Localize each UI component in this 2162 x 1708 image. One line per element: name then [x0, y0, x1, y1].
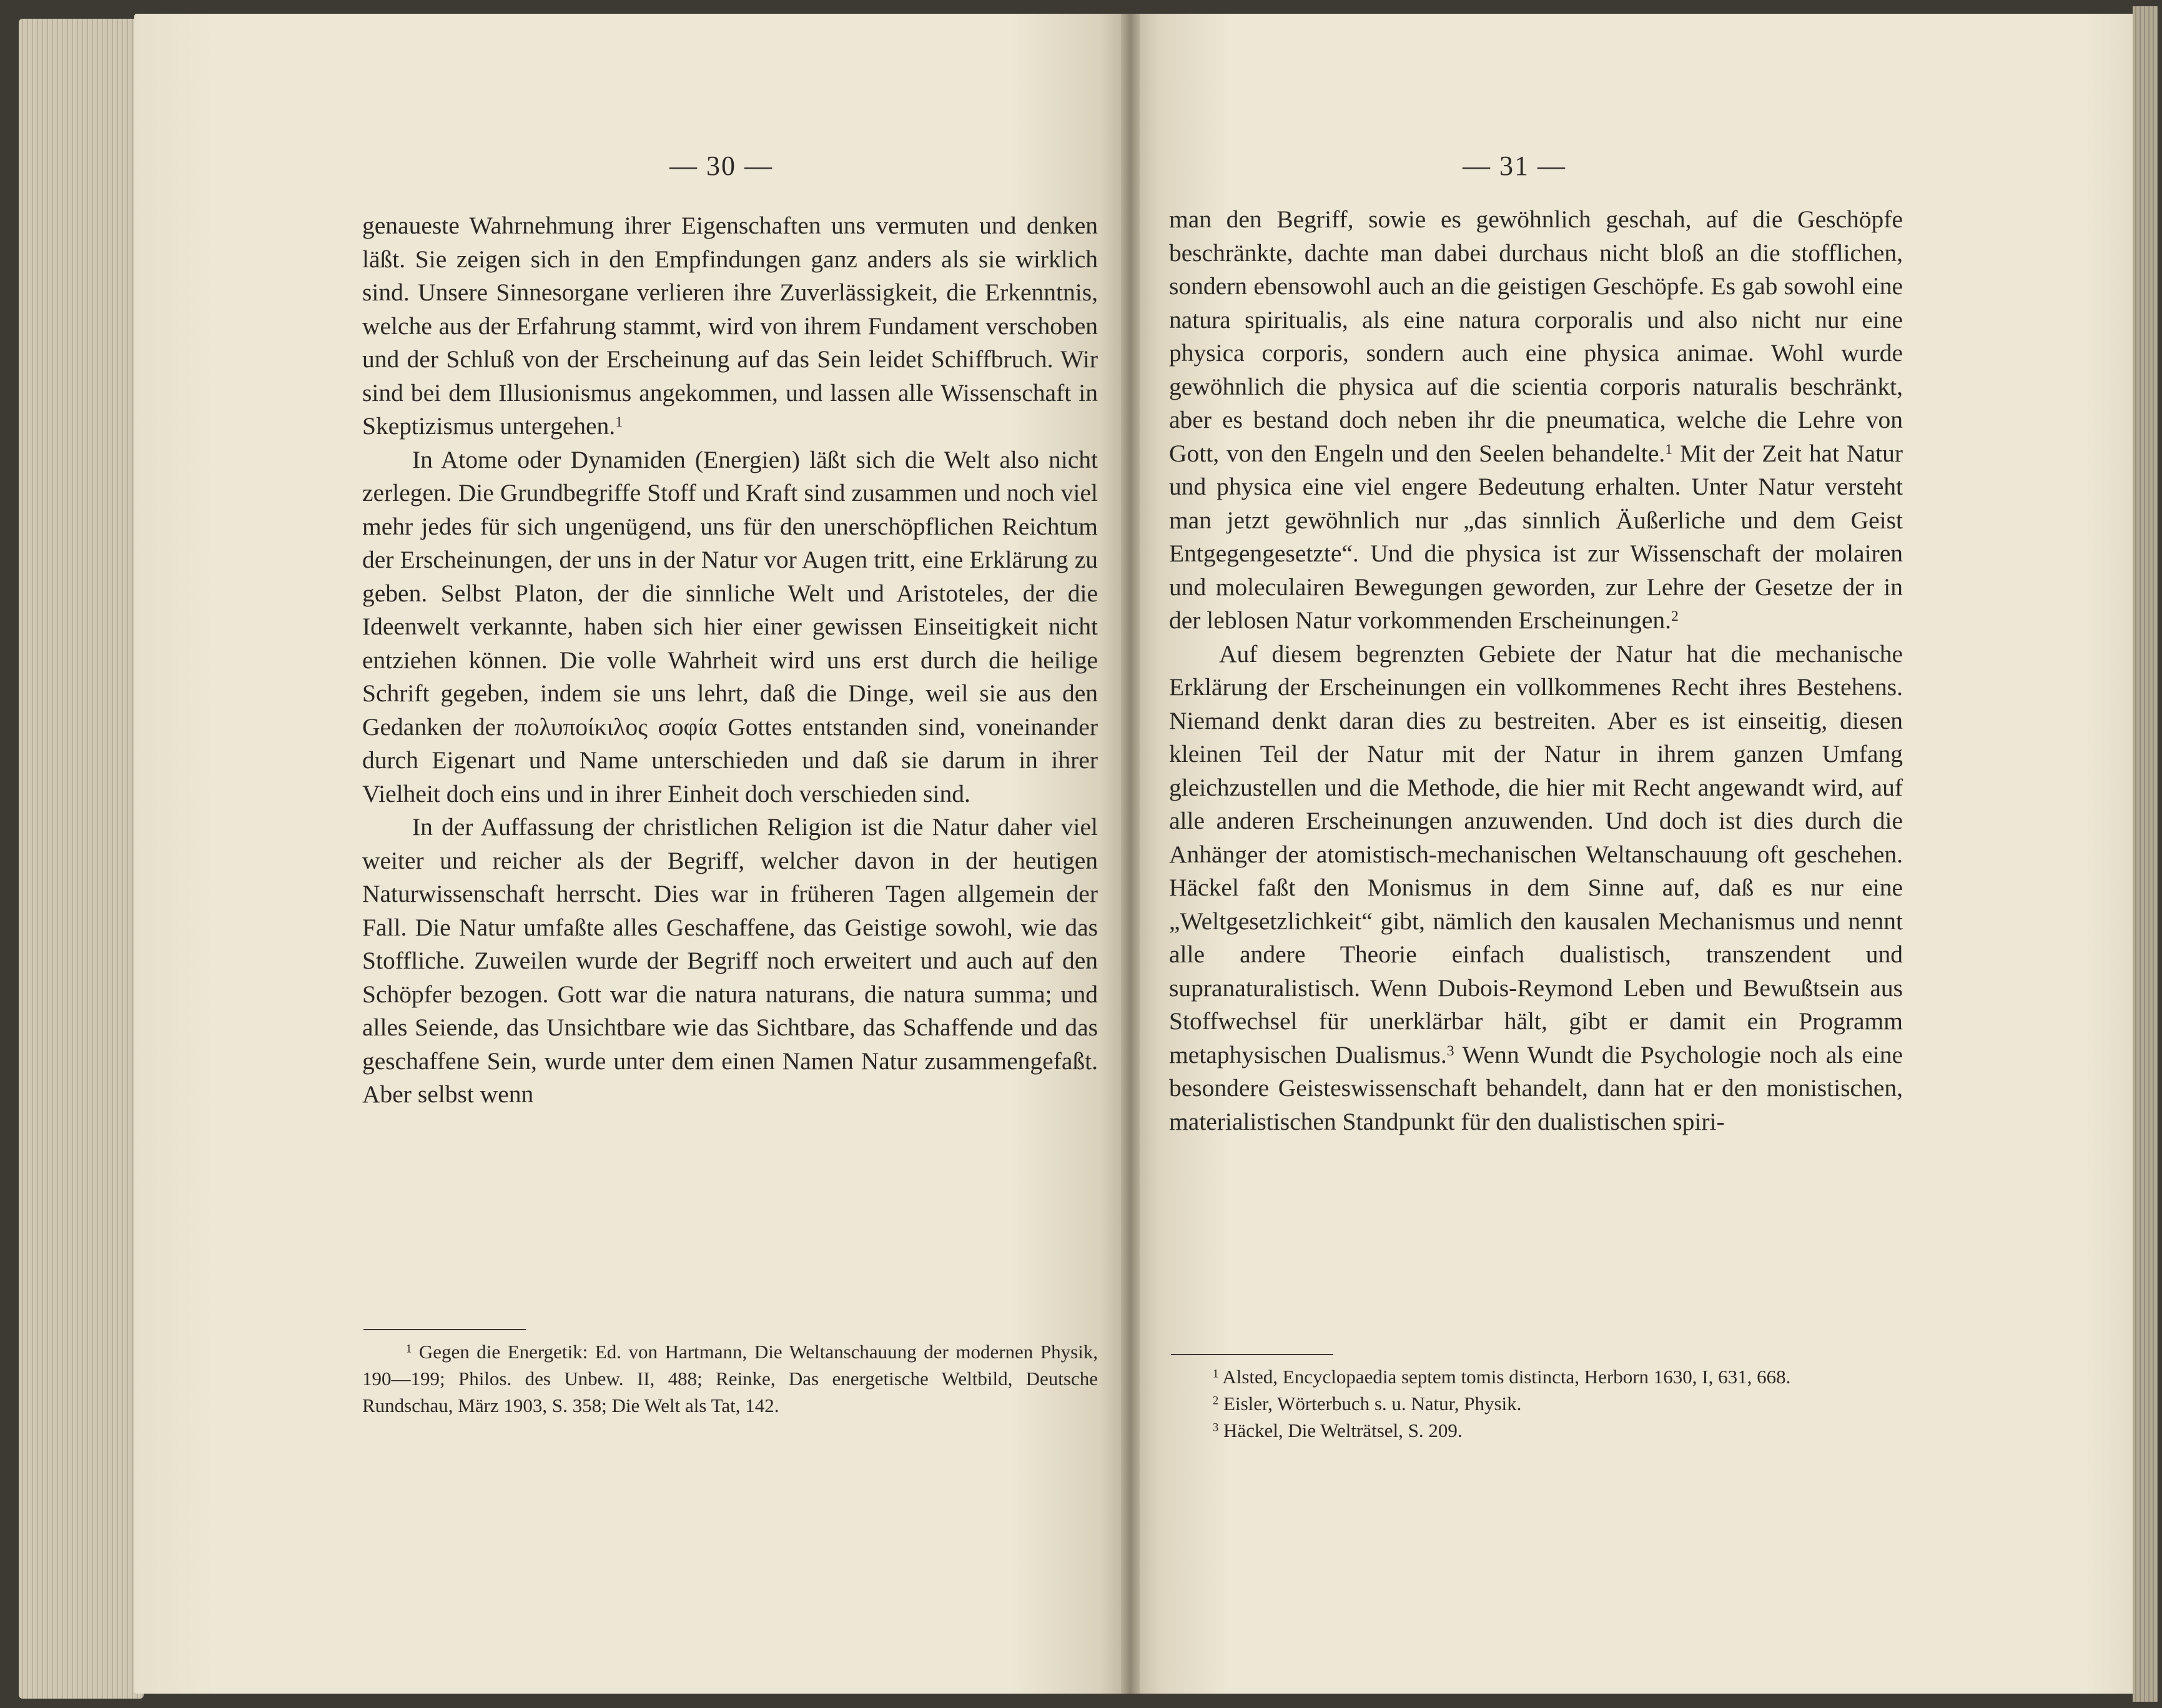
- footnote-mark: 3: [1213, 1421, 1219, 1434]
- paragraph-text-cont: Wenn Wundt die Psychologie noch als eine besondere Geisteswissenschaft behandelt, dann hat er den monistischen, materialistischen Standpunkt für den dualistischen spiri-: [1169, 1040, 1903, 1135]
- left-paragraph-3: [362, 811, 1098, 1112]
- footnote-ref: 3: [1446, 1042, 1454, 1059]
- footnote-item: [362, 1338, 1098, 1419]
- footnote-ref: 1: [1665, 441, 1673, 458]
- left-footnotes: [362, 1338, 1098, 1419]
- footnote-text: Alsted, Encyclopaedia septem tomis distincta, Herborn 1630, I, 631, 668.: [1222, 1366, 1791, 1388]
- left-page-edges: [19, 19, 144, 1699]
- page-number-right: — 31 —: [1463, 151, 1566, 181]
- footnote-rule-left: [363, 1329, 526, 1330]
- book-gutter: [1121, 14, 1140, 1694]
- paragraph-text: Auf diesem begrenzten Gebiete der Natur hat die mechanische Erklärung der Erscheinungen ein vollkommenes Recht ihres Bestehens. Niemand denkt daran dies zu bestreiten. Aber es ist einseitig, diesen kleinen Teil der Natur mit der Natur in ihrem ganzen Umfang gleichzustellen und die Methode, die hier mit Recht angewandt wird, auf alle anderen Erscheinungen anzuwenden. Und doch ist dies durch die Anhänger der atomistisch-mechanischen Weltanschauung oft geschehen. Häckel faßt den Monismus in dem Sinne auf, daß es nur eine „Weltgesetzlichkeit“ gibt, nämlich den kausalen Mechanismus und nennt alle andere Theorie einfach dualistisch, transzendent und supranaturalistisch. Wenn Dubois-Reymond Leben und Bewußtsein aus Stoffwechsel für unerklärbar hält, gibt er damit ein Programm metaphysischen Dualismus.: [1169, 639, 1903, 1069]
- left-body-text: [362, 209, 1098, 1112]
- footnote-text: Eisler, Wörterbuch s. u. Natur, Physik.: [1223, 1393, 1522, 1414]
- paragraph-text: In der Auffassung der christlichen Religion ist die Natur daher viel weiter und reicher als der Begriff, welcher davon in der heutigen Naturwissenschaft herrscht. Dies war in früheren Tagen allgemein der Fall. Die Natur umfaßte alles Geschaffene, das Geistige sowohl, wie das Stoffliche. Zuweilen wurde der Begriff noch erweitert und auch auf den Schöpfer bezogen. Gott war die natura naturans, die natura summa; und alles Seiende, das Unsichtbare wie das Sichtbare, das Schaffende und das geschaffene Sein, wurde unter dem einen Namen Natur zusammengefaßt. Aber selbst wenn: [362, 813, 1098, 1108]
- footnote-text: Häckel, Die Welträtsel, S. 209.: [1223, 1419, 1463, 1441]
- right-paragraph-1: [1169, 203, 1903, 638]
- right-page-edges: [2133, 6, 2158, 1702]
- left-paragraph-1: [362, 209, 1098, 443]
- footnote-ref: 2: [1671, 608, 1679, 625]
- footnote-mark: 1: [406, 1342, 412, 1356]
- footnote-item: [1169, 1417, 1903, 1444]
- footnote-ref: 1: [615, 414, 623, 431]
- footnote-item: [1169, 1363, 1903, 1390]
- footnote-mark: 1: [1213, 1367, 1219, 1381]
- right-body-text: [1169, 203, 1903, 1138]
- paragraph-text: genaueste Wahrnehmung ihrer Eigenschaften uns vermuten und denken läßt. Sie zeigen sich in den Empfindungen ganz anders als sie wirklich sind. Unsere Sinnesorgane verlieren ihre Zuverlässigkeit, die Erkenntnis, welche aus der Erfahrung stammt, wird von ihrem Fundament verschoben und der Schluß von der Erscheinung auf das Sein leidet Schiffbruch. Wir sind bei dem Illusionismus angekommen, und lassen alle Wissenschaft in Skeptizismus untergehen.: [362, 212, 1098, 440]
- page-number-left: — 30 —: [669, 151, 773, 181]
- paragraph-text: man den Begriff, sowie es gewöhnlich geschah, auf die Geschöpfe beschränkte, dachte man dabei durchaus nicht bloß an die stofflichen, sondern ebensowohl auch an die geistigen Geschöpfe. Es gab sowohl eine natura spiritualis, als eine natura corporalis und also nicht nur eine physica corporis, sondern auch eine physica animae. Wohl wurde gewöhnlich die physica auf die scientia corporis naturalis beschränkt, aber es bestand doch neben ihr die pneumatica, welche die Lehre von Gott, von den Engeln und den Seelen behandelte.: [1169, 205, 1903, 467]
- footnote-item: [1169, 1390, 1903, 1417]
- paragraph-text-cont: Mit der Zeit hat Natur und physica eine viel engere Bedeutung erhalten. Unter Natur versteht man jetzt gewöhnlich nur „das sinnlich Äußerliche und dem Geist Entgegengesetzte“. Und die physica ist zur Wissenschaft der molairen und moleculairen Bewegungen geworden, zur Lehre der Gesetze der in der leblosen Natur vorkommenden Erscheinungen.: [1169, 439, 1903, 634]
- footnote-text: Gegen die Energetik: Ed. von Hartmann, Die Weltanschauung der modernen Physik, 190—199; Philos. des Unbew. II, 488; Reinke, Das energetische Weltbild, Deutsche Rundschau, März 1903, S. 358; Die Welt als Tat, 142.: [362, 1341, 1098, 1416]
- paragraph-text: In Atome oder Dynamiden (Energien) läßt sich die Welt also nicht zerlegen. Die Grundbegriffe Stoff und Kraft sind zusammen und noch viel mehr jedes für sich ungenügend, uns für den unerschöpflichen Reichtum der Erscheinungen, der uns in der Natur vor Augen tritt, eine Erklärung zu geben. Selbst Platon, der die sinnliche Welt und Aristoteles, der die Ideenwelt verkannte, haben sich hier einer gewissen Einseitigkeit nicht entziehen können. Die volle Wahrheit wird uns erst durch die heilige Schrift gegeben, indem sie uns lehrt, daß die Dinge, weil sie aus den Gedanken der πολυποίκιλος σοφία Gottes entstanden sind, voneinander durch Eigenart und Name unterschieden und daß sie darum in ihrer Vielheit doch eins und in ihrer Einheit doch verschieden sind.: [362, 445, 1098, 807]
- footnote-mark: 2: [1213, 1394, 1219, 1408]
- right-footnotes: [1169, 1363, 1903, 1444]
- footnote-rule-right: [1171, 1354, 1333, 1355]
- right-paragraph-2: [1169, 638, 1903, 1139]
- left-paragraph-2: [362, 443, 1098, 811]
